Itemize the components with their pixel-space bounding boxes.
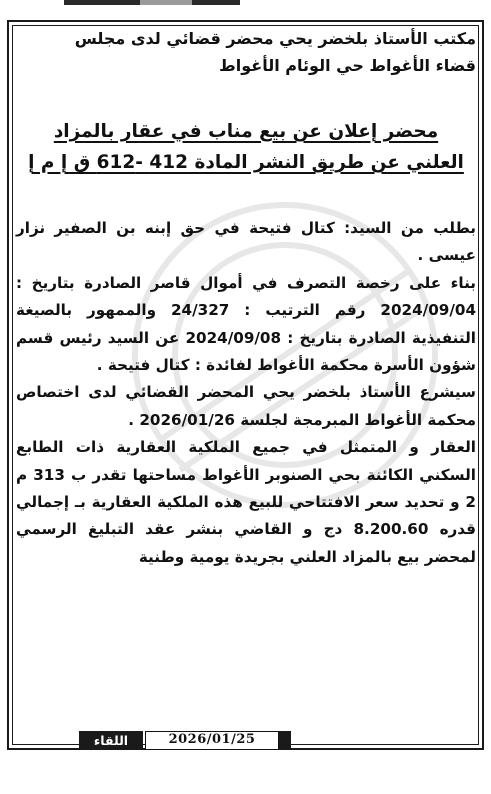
newspaper-source-label: اللقاء	[79, 731, 143, 750]
top-strip-light-segment	[140, 0, 192, 5]
notice-body	[16, 215, 476, 571]
top-edge-strip	[0, 0, 491, 6]
top-strip-dark-segment	[64, 0, 140, 5]
paragraph-requester: بطلب من السيد: كتال فتيحة في حق إبنه بن الصفير نزار عيسى .	[16, 219, 476, 265]
footer-bar	[43, 730, 256, 750]
office-header-line-2: قضاء الأغواط حي الوئام الأغواط	[219, 56, 476, 75]
paragraph-property: العقار و المتمثل في جميع الملكية العقارية ذات الطابع السكني الكائنة بحي الصنوبر الأغواط مساحتها تقدر ب 313 م 2 و تحديد سعر الافتتاحي للبيع هذه الملكية العقارية بـ إجمالي قدره 8.200.60 دج و القاضي بنشر عقد التبليغ الرسمي لمحضر بيع بالمزاد العلني بجريدة يومية وطنية	[16, 438, 476, 566]
top-strip-dark-segment-2	[192, 0, 240, 5]
publication-date: 2026/01/25	[145, 731, 279, 750]
footer-bar-end	[279, 731, 291, 750]
notice-title-line-1: محضر إعلان عن بيع مناب في عقار بالمزاد	[53, 121, 439, 142]
notice-title	[16, 116, 476, 178]
office-header-line-1: مكتب الأستاذ بلخضر يحي محضر قضائي لدى مجلس	[74, 29, 476, 48]
paragraph-authorization: بناء على رخصة التصرف في أموال قاصر الصادرة بتاريخ : 2024/09/04 رقم الترتيب : 24/327 والممهور بالصيغة التنفيذية الصادرة بتاريخ : 2024/09/08 عن السيد رئيس قسم شؤون الأسرة محكمة الأغواط لفائدة : كتال فتيحة .	[16, 273, 477, 375]
notice-content	[16, 25, 476, 571]
office-header	[16, 25, 476, 79]
paragraph-session: سيشرع الأستاذ بلخضر يحي المحضر القضائي لدى اختصاص محكمة الأغواط المبرمجة لجلسة 2026/01/26 .	[16, 383, 476, 429]
notice-title-line-2: العلني عن طريق النشر المادة 412 -612 ق إ م إ	[28, 152, 464, 173]
